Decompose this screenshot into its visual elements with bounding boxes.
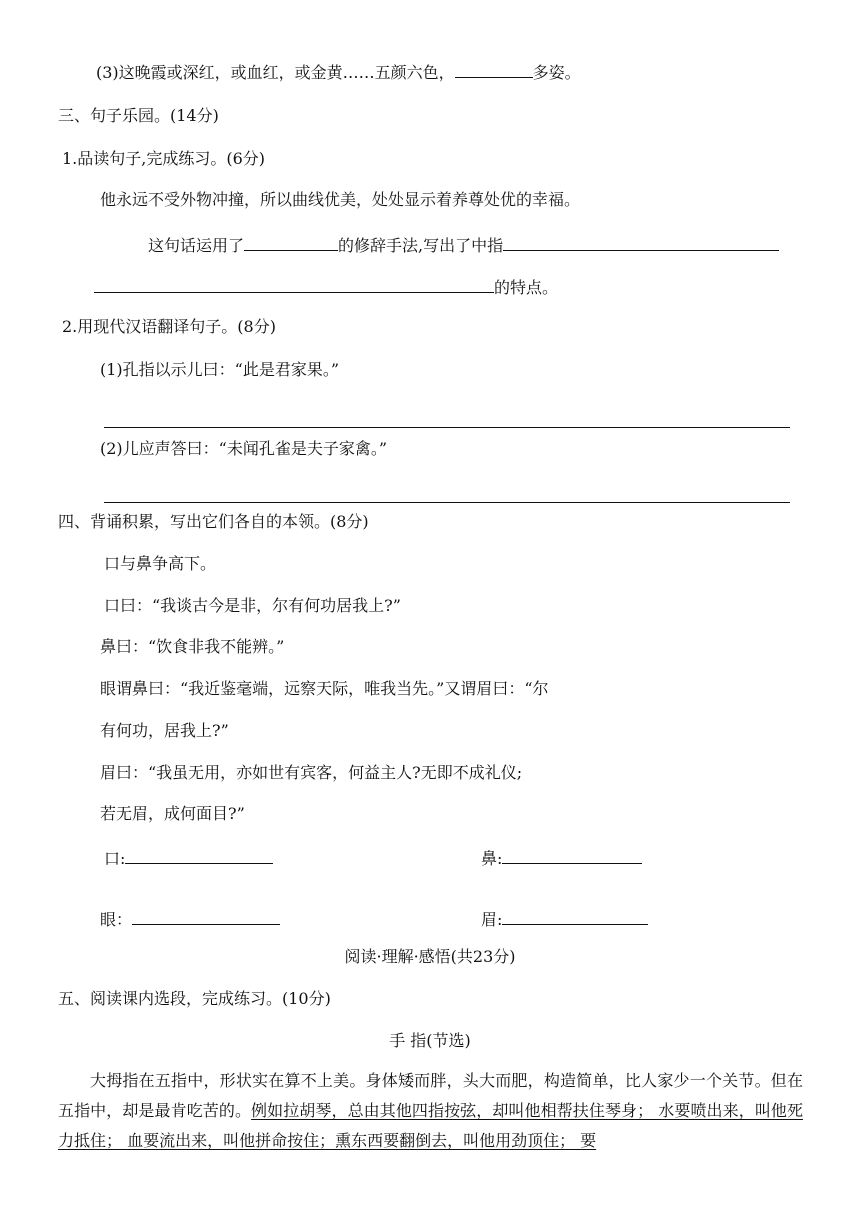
rhetoric-blank[interactable] [244, 232, 338, 251]
prompt-b: 的修辞手法,写出了中指 [338, 236, 504, 255]
section4-line-7: 若无眉，成何面目?” [100, 804, 245, 823]
part-heading: 阅读·理解·感悟(共23分) [344, 947, 516, 966]
answer-brow [481, 906, 648, 931]
passage-plain: 大拇指在五指中，形状实在算不上美。身体矮而胖，头大而肥，构造简单，比人家少一个关节。但在五指中，却是最肯吃苦的。 [58, 1071, 803, 1120]
passage-underlined: 例如拉胡琴，总由其他四指按弦，却叫他相帮扶住琴身； 水要喷出来，叫他死力抵住； 血要流出来，叫他拼命按住；熏东西要翻倒去，叫他用劲顶住； 要 [58, 1101, 803, 1150]
translation-line-2[interactable] [104, 502, 790, 503]
q2-item3-after: 多姿。 [532, 63, 581, 82]
q2-item3-before: (3)这晚霞或深红，或血红，或金黄……五颜六色， [96, 63, 455, 82]
nose-blank[interactable] [502, 845, 642, 864]
section3-q2-item2: (2)儿应声答曰：“未闻孔雀是夫子家禽。” [100, 439, 388, 458]
section3-q1-prompt [148, 232, 779, 257]
translation-line-1[interactable] [104, 427, 790, 428]
section4-line-2: 口曰：“我谈古今是非，尔有何功居我上?” [104, 596, 401, 615]
mouth-blank[interactable] [125, 845, 273, 864]
section3-q1-title: 1.品读句子,完成练习。(6分) [62, 149, 266, 168]
section4-line-4: 眼谓鼻曰：“我近鉴毫端，远察天际，唯我当先。”又谓眉曰：“尔 [100, 679, 549, 698]
answer-mouth-label: 口: [104, 849, 126, 868]
section3-q1-sentence: 他永远不受外物冲撞，所以曲线优美，处处显示着养尊处优的幸福。 [100, 190, 581, 209]
answer-nose-label: 鼻: [481, 849, 503, 868]
section4-line-6: 眉曰：“我虽无用，亦如世有宾客，何益主人?无即不成礼仪; [100, 763, 523, 782]
eye-blank[interactable] [132, 906, 280, 925]
section4-line-1: 口与鼻争高下。 [104, 554, 217, 573]
prompt-c: 的特点。 [494, 278, 559, 297]
answer-mouth [104, 845, 273, 870]
passage-paragraph [58, 1066, 803, 1156]
answer-nose [481, 845, 642, 870]
trait-blank[interactable] [94, 274, 494, 293]
middle-finger-blank[interactable] [503, 232, 779, 251]
section5-title: 五、阅读课内选段，完成练习。(10分) [58, 989, 331, 1008]
prompt-a: 这句话运用了 [148, 236, 245, 255]
answer-eye [100, 906, 280, 931]
passage-title: 手 指(节选) [389, 1031, 471, 1050]
section4-line-5: 有何功，居我上?” [100, 721, 229, 740]
section4-title: 四、背诵积累，写出它们各自的本领。(8分) [58, 512, 369, 531]
answer-brow-label: 眉: [481, 910, 503, 929]
answer-blank[interactable] [455, 59, 533, 78]
section3-title: 三、句子乐园。(14分) [58, 106, 219, 125]
brow-blank[interactable] [502, 906, 648, 925]
section3-q2-item1: (1)孔指以示儿曰：“此是君家果。” [100, 360, 340, 379]
section4-line-3: 鼻曰：“饮食非我不能辨。” [100, 637, 285, 656]
q2-item3 [96, 59, 581, 84]
section3-q2-title: 2.用现代汉语翻译句子。(8分) [62, 317, 276, 336]
answer-eye-label: 眼： [100, 910, 133, 929]
section3-q1-prompt-2 [94, 274, 558, 299]
